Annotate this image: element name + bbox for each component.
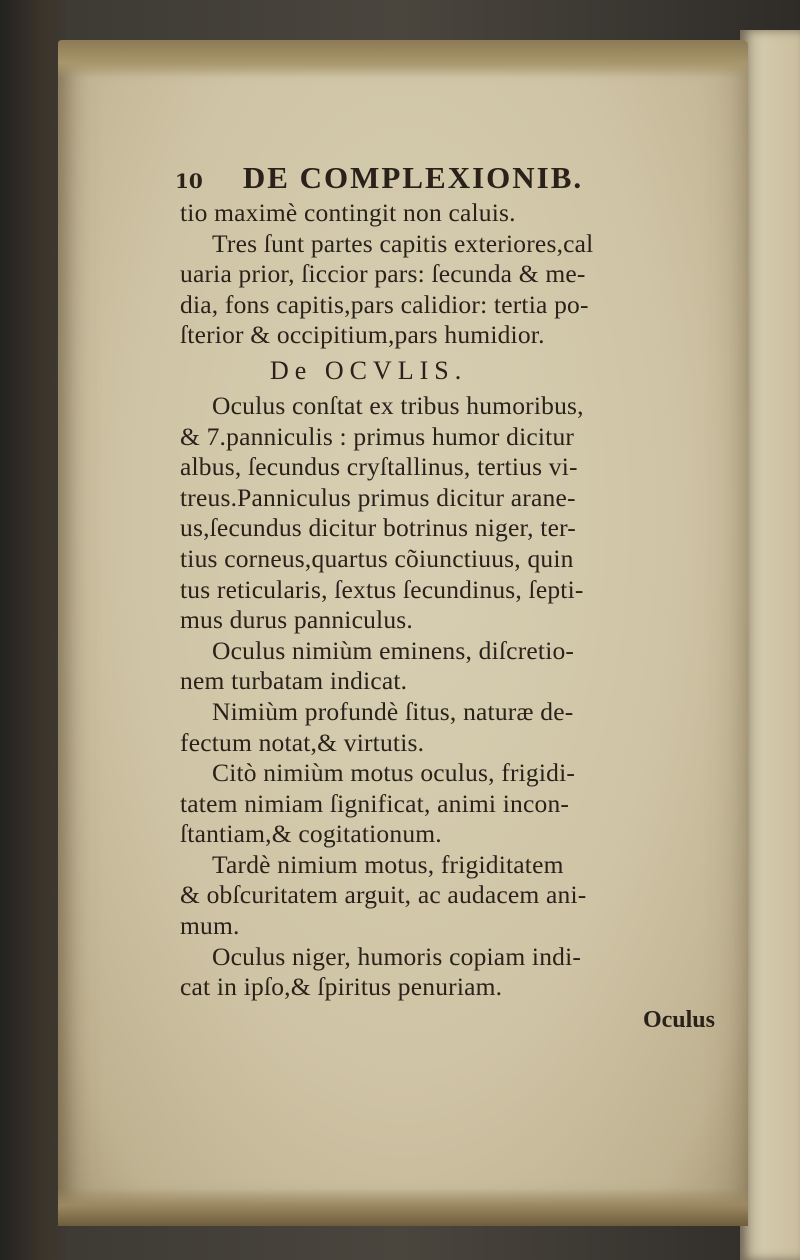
text-line: ſtantiam,& cogitationum. [180, 819, 442, 849]
text-line: mus durus panniculus. [180, 605, 413, 635]
text-line: cat in ipſo,& ſpiritus penuriam. [180, 972, 503, 1002]
text-line: & obſcuritatem arguit, ac audacem ani- [180, 880, 587, 910]
text-line: & 7.panniculis : primus humor dicitur [180, 421, 575, 451]
text-line: Tres ſunt partes capitis exteriores,cal [212, 228, 594, 258]
text-line: tatem nimiam ſignificat, animi incon- [180, 788, 570, 818]
catchword: Oculus [642, 1006, 715, 1033]
section-heading: De OCVLIS. [270, 355, 468, 385]
text-line: uaria prior, ſiccior pars: ſecunda & me- [180, 259, 586, 289]
running-head: DE COMPLEXIONIB. [242, 160, 584, 195]
page-top-stain [58, 40, 748, 78]
paragraph-block-bottom [180, 391, 740, 1003]
text-line: tius corneus,quartus cõiunctiuus, quin [180, 543, 574, 573]
text-line: dia, fons capitis,pars calidior: tertia po- [180, 289, 589, 319]
text-line: nem turbatam indicat. [180, 666, 408, 696]
text-line: albus, ſecundus cryſtallinus, tertius vi- [180, 452, 578, 482]
page-number: 10 [175, 169, 203, 193]
text-line: treus.Panniculus primus dicitur arane- [180, 482, 576, 512]
text-line: tio maximè contingit non caluis. [180, 198, 516, 227]
text-line: us,ſecundus dicitur botrinus niger, ter- [180, 513, 576, 543]
text-line: fectum notat,& virtutis. [180, 727, 425, 757]
text-line: Oculus nimiùm eminens, diſcretio- [212, 635, 575, 665]
paragraph-block-top [180, 198, 740, 351]
text-line: Oculus niger, humoris copiam indi- [212, 941, 582, 971]
text-line: mum. [180, 911, 240, 941]
text-line: Oculus conſtat ex tribus humoribus, [212, 390, 584, 420]
page-text [175, 160, 740, 1035]
adjacent-page [740, 30, 800, 1260]
text-line: Nimiùm profundè ſitus, naturæ de- [212, 696, 574, 726]
text-line: Tardè nimium motus, frigiditatem [212, 849, 564, 879]
header-line [175, 160, 740, 196]
text-line: ſterior & occipitium,pars humidior. [180, 320, 545, 350]
page-bottom-stain [58, 1188, 748, 1226]
text-line: Citò nimiùm motus oculus, frigidi- [212, 758, 576, 788]
text-line: tus reticularis, ſextus ſecundinus, ſepti- [180, 574, 584, 604]
